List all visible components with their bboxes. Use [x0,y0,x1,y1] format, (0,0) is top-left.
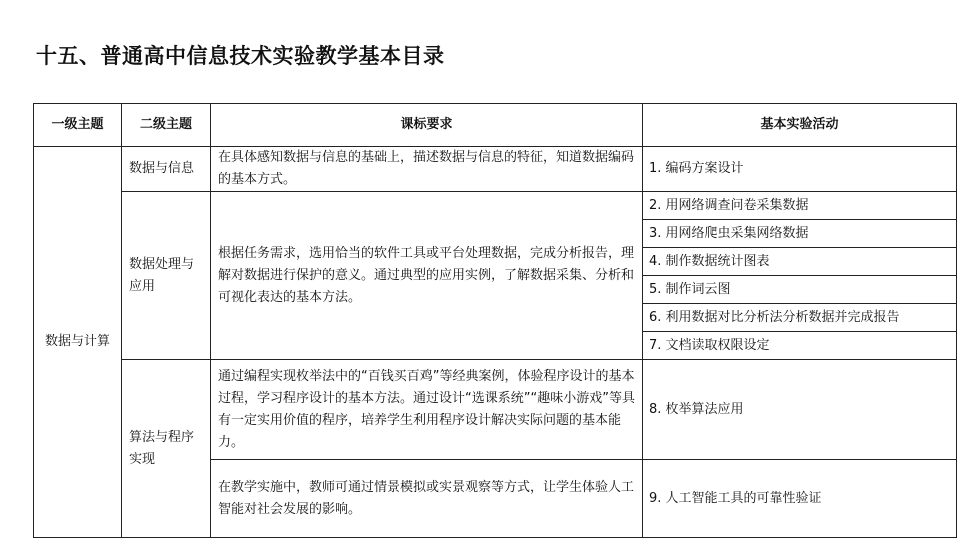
activity-cell: 7. 文档读取权限设定 [643,332,957,360]
level2-cell: 算法与程序实现 [122,360,211,538]
requirement-cell: 在教学实施中，教师可通过情景模拟或实景观察等方式，让学生体验人工智能对社会发展的影响。 [211,460,643,538]
table-row [34,360,957,460]
requirement-cell: 在具体感知数据与信息的基础上，描述数据与信息的特征，知道数据编码的基本方式。 [211,147,643,192]
level1-cell: 数据与计算 [34,147,122,538]
header-requirements: 课标要求 [211,104,643,147]
page-title: 十五、普通高中信息技术实验教学基本目录 [36,44,445,68]
requirement-cell: 通过编程实现枚举法中的“百钱买百鸡”等经典案例，体验程序设计的基本过程，学习程序设计的基本方法。通过设计“选课系统”“趣味小游戏”等具有一定实用价值的程序，培养学生利用程序设计解决实际问题的基本能力。 [211,360,643,460]
table-row [34,192,957,220]
table-header-row [34,104,957,147]
level2-cell: 数据与信息 [122,147,211,192]
activity-cell: 5. 制作词云图 [643,276,957,304]
activity-cell: 1. 编码方案设计 [643,147,957,192]
header-level1: 一级主题 [34,104,122,147]
header-level2: 二级主题 [122,104,211,147]
activity-cell: 4. 制作数据统计图表 [643,248,957,276]
activity-cell: 6. 利用数据对比分析法分析数据并完成报告 [643,304,957,332]
header-activities: 基本实验活动 [643,104,957,147]
activity-cell: 2. 用网络调查问卷采集数据 [643,192,957,220]
experiment-catalog-table [33,103,957,538]
table-row [34,147,957,192]
level2-cell: 数据处理与应用 [122,192,211,360]
activity-cell: 9. 人工智能工具的可靠性验证 [643,460,957,538]
activity-cell: 3. 用网络爬虫采集网络数据 [643,220,957,248]
activity-cell: 8. 枚举算法应用 [643,360,957,460]
requirement-cell: 根据任务需求，选用恰当的软件工具或平台处理数据，完成分析报告，理解对数据进行保护的意义。通过典型的应用实例，了解数据采集、分析和可视化表达的基本方法。 [211,192,643,360]
